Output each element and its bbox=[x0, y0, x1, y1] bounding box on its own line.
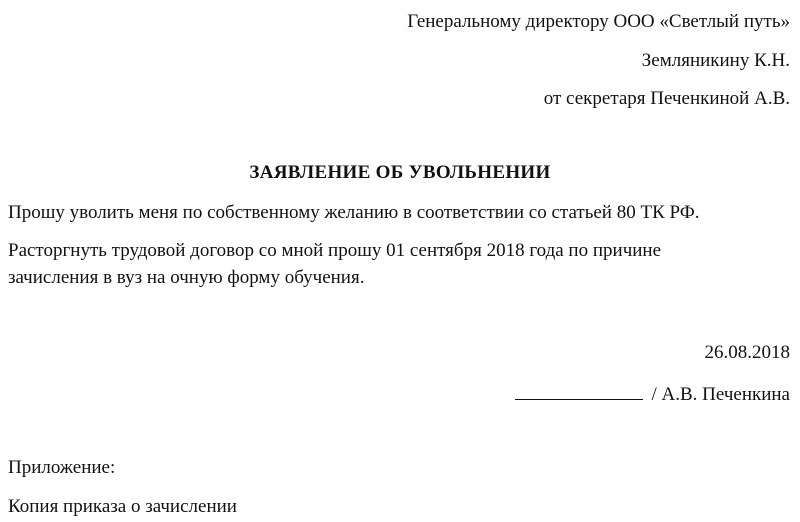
attachment-item: Копия приказа о зачислении bbox=[8, 496, 237, 517]
body-paragraph-1: Прошу уволить меня по собственному желанию в соответствии со статьей 80 ТК РФ. bbox=[8, 202, 700, 223]
sender-line: от секретаря Печенкиной А.В. bbox=[543, 88, 790, 109]
document-title: ЗАЯВЛЕНИЕ ОБ УВОЛЬНЕНИИ bbox=[249, 162, 551, 183]
signature-name: / А.В. Печенкина bbox=[651, 384, 790, 405]
addressee-line-name: Земляникину К.Н. bbox=[641, 50, 790, 71]
body-paragraph-2-line-2: зачисления в вуз на очную форму обучения. bbox=[8, 267, 365, 288]
signature-blank-line bbox=[515, 381, 643, 400]
attachment-label: Приложение: bbox=[8, 457, 116, 478]
signature-date: 26.08.2018 bbox=[704, 342, 790, 363]
addressee-line-director: Генеральному директору ООО «Светлый путь» bbox=[407, 11, 790, 32]
signature-block bbox=[515, 381, 790, 404]
body-paragraph-2-line-1: Расторгнуть трудовой договор со мной прошу 01 сентября 2018 года по причине bbox=[8, 240, 662, 261]
